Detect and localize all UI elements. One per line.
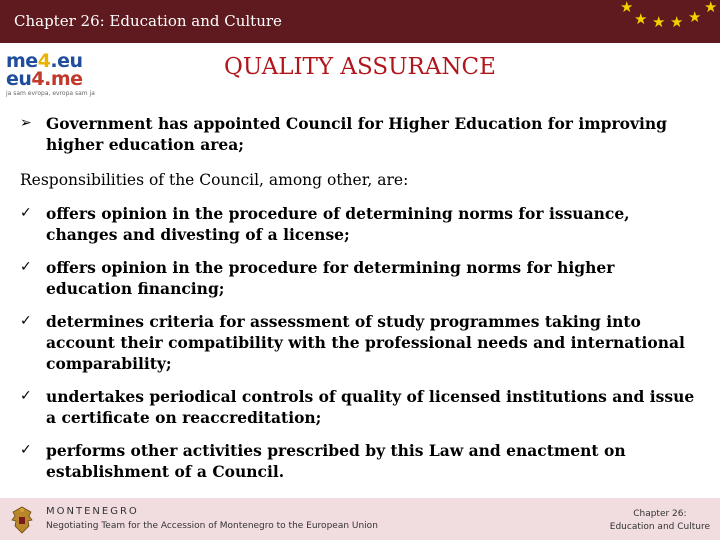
footer-bar (0, 498, 720, 540)
list-item: ✓ performs other activities prescribed by this Law and enactment on establishment of a Council. (20, 441, 626, 481)
list-item: ✓ offers opinion in the procedure of determining norms for issuance, changes and divesting of a license; (20, 204, 630, 244)
checkmark-icon: ✓ (20, 388, 32, 404)
intro-bullet: ➢ Government has appointed Council for Higher Education for improving higher education area; (20, 114, 667, 154)
checkmark-icon: ✓ (20, 259, 32, 275)
list-item: ✓ offers opinion in the procedure for determining norms for higher education financing; (20, 258, 615, 298)
responsibilities-text: Responsibilities of the Council, among other, are: (20, 171, 409, 189)
logo-tagline: ja sam evropa, evropa sam ja (6, 90, 95, 97)
footer-team: Negotiating Team for the Accession of Montenegro to the European Union (46, 521, 378, 531)
list-item: ✓ determines criteria for assessment of study programmes taking into account their compatibility with the professional needs and international comparability; (20, 312, 685, 373)
slide-content (20, 113, 700, 494)
coat-of-arms-icon (6, 504, 38, 536)
checkmark-icon: ✓ (20, 313, 32, 329)
me4eu-logo: me4.eu eu4.me ja sam evropa, evropa sam ja (6, 52, 98, 100)
slide-title: QUALITY ASSURANCE (224, 54, 496, 80)
checkmark-icon: ✓ (20, 205, 32, 221)
eu-stars-icon: ★ ★ ★ ★ ★ ★ (620, 0, 718, 31)
checkmark-icon: ✓ (20, 442, 32, 458)
list-item: ✓ undertakes periodical controls of quality of licensed institutions and issue a certificate on reaccreditation; (20, 387, 695, 427)
footer-country: MONTENEGRO (46, 506, 139, 517)
footer-chapter: Chapter 26: Education and Culture (609, 509, 710, 532)
header-bar (0, 0, 720, 43)
chapter-title: Chapter 26: Education and Culture (14, 12, 282, 30)
arrow-bullet-icon: ➢ (20, 115, 32, 131)
